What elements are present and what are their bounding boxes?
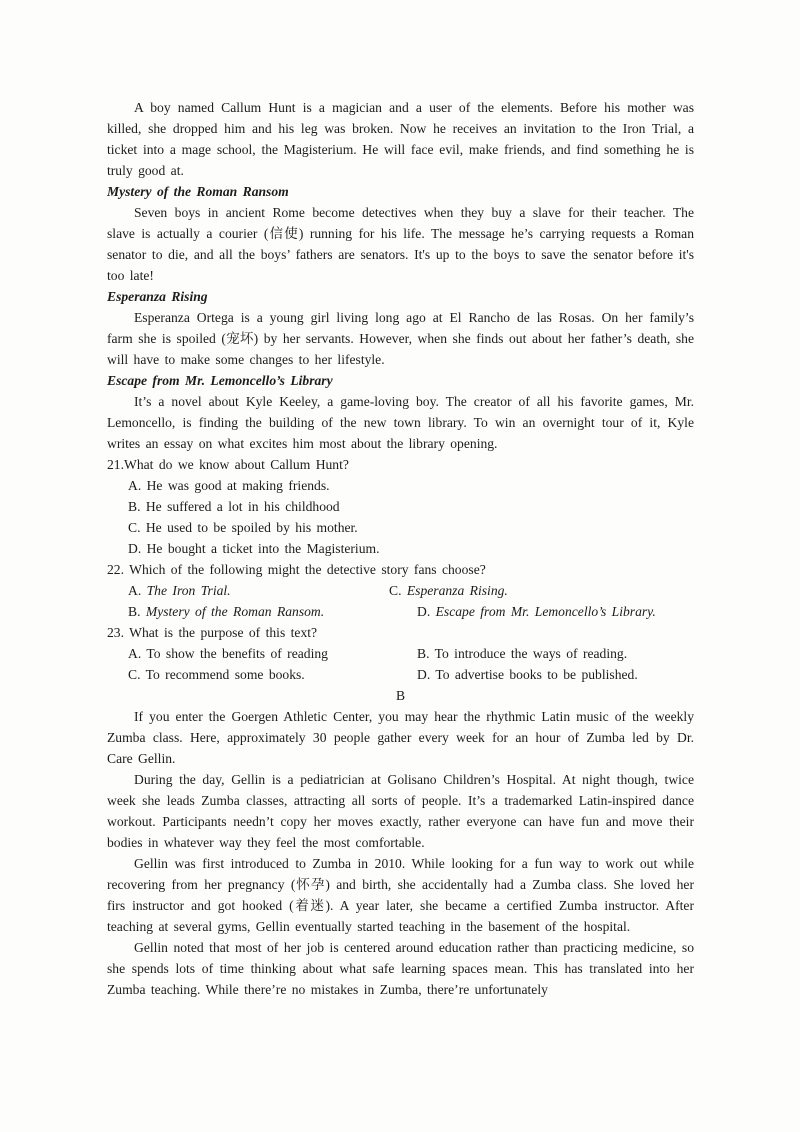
passage-a-paragraph-2: Seven boys in ancient Rome become detectives when they buy a slave for their teacher. The slave is actually a courier (信使) running for his life. The message he’s carrying requests a Roman senator to die, and all the boys’ fathers are senators. It's up to the boys to save the senator before it's too late! [107, 205, 694, 283]
question-22-option-d [417, 601, 656, 622]
book-title-roman-ransom: Mystery of the Roman Ransom [107, 184, 289, 199]
passage-a-paragraph-3: Esperanza Ortega is a young girl living long ago at El Rancho de las Rosas. On her family’s farm she is spoiled (宠坏) by her servants. However, when she finds out about her father’s death, she will have to make some changes to her lifestyle. [107, 310, 694, 367]
book-title-lemoncello: Escape from Mr. Lemoncello’s Library [107, 373, 333, 388]
question-23-option-a: A. To show the benefits of reading [128, 646, 328, 661]
passage-a-paragraph-1: A boy named Callum Hunt is a magician and a user of the elements. Before his mother was killed, she dropped him and his leg was broken. Now he receives an invitation to the Iron Trial, a ticket into a mage school, the Magisterium. He will face evil, make friends, and find something he is truly good at. [107, 100, 694, 178]
question-22-option-c [389, 580, 508, 601]
question-21: 21.What do we know about Callum Hunt? [107, 457, 349, 472]
question-22-option-b [128, 601, 417, 622]
option-letter: C. [389, 583, 402, 598]
question-23-row-2 [107, 664, 694, 685]
question-22-row-2 [107, 601, 694, 622]
passage-b-paragraph-4: Gellin noted that most of her job is centered around education rather than practicing medicine, so she spends lots of time thinking about what safe learning spaces mean. This has translated into her Zumba teaching. While there’re no mistakes in Zumba, there’re unfortunately [107, 940, 694, 997]
question-22-option-a [128, 580, 389, 601]
option-text: Esperanza Rising. [406, 583, 508, 598]
passage-a-paragraph-4: It’s a novel about Kyle Keeley, a game-loving boy. The creator of all his favorite games, Mr. Lemoncello, is finding the building of the new town library. To win an overnight tour of it, Kyle writes an essay on what excites him most about the library opening. [107, 394, 694, 451]
passage-b-paragraph-2: During the day, Gellin is a pediatrician at Golisano Children’s Hospital. At night though, twice week she leads Zumba classes, attracting all sorts of people. It’s a trademarked Latin-inspired dance workout. Participants needn’t copy her moves exactly, rather everyone can have fun and move their bodies in whatever way they feel the most comfortable. [107, 772, 694, 850]
option-letter: A. [128, 583, 142, 598]
option-text: Mystery of the Roman Ransom. [145, 604, 325, 619]
question-23-row-1 [107, 643, 694, 664]
question-21-option-a: A. He was good at making friends. [128, 478, 330, 493]
question-22: 22. Which of the following might the detective story fans choose? [107, 562, 486, 577]
question-23-option-c: C. To recommend some books. [128, 667, 305, 682]
question-23: 23. What is the purpose of this text? [107, 625, 318, 640]
question-21-option-b: B. He suffered a lot in his childhood [128, 499, 340, 514]
option-letter: D. [417, 604, 431, 619]
passage-b-paragraph-3: Gellin was first introduced to Zumba in 2010. While looking for a fun way to work out while recovering from her pregnancy (怀孕) and birth, she accidentally had a Zumba class. She loved her firs instructor and got hooked (着迷). A year later, she became a certified Zumba instructor. After teaching at several gyms, Gellin eventually started teaching in the basement of the hospital. [107, 856, 694, 934]
question-23-option-d: D. To advertise books to be published. [417, 667, 638, 682]
question-22-row-1 [107, 580, 694, 601]
option-letter: B. [128, 604, 141, 619]
option-text: Escape from Mr. Lemoncello’s Library. [435, 604, 656, 619]
question-21-option-d: D. He bought a ticket into the Magisterium. [128, 541, 380, 556]
book-title-esperanza: Esperanza Rising [107, 289, 208, 304]
question-21-option-c: C. He used to be spoiled by his mother. [128, 520, 358, 535]
section-letter-b: B [395, 688, 406, 703]
question-23-option-b: B. To introduce the ways of reading. [417, 646, 628, 661]
option-text: The Iron Trial. [146, 583, 231, 598]
passage-b-paragraph-1: If you enter the Goergen Athletic Center, you may hear the rhythmic Latin music of the weekly Zumba class. Here, approximately 30 people gather every week for an hour of Zumba led by Dr. Care Gellin. [107, 709, 694, 766]
